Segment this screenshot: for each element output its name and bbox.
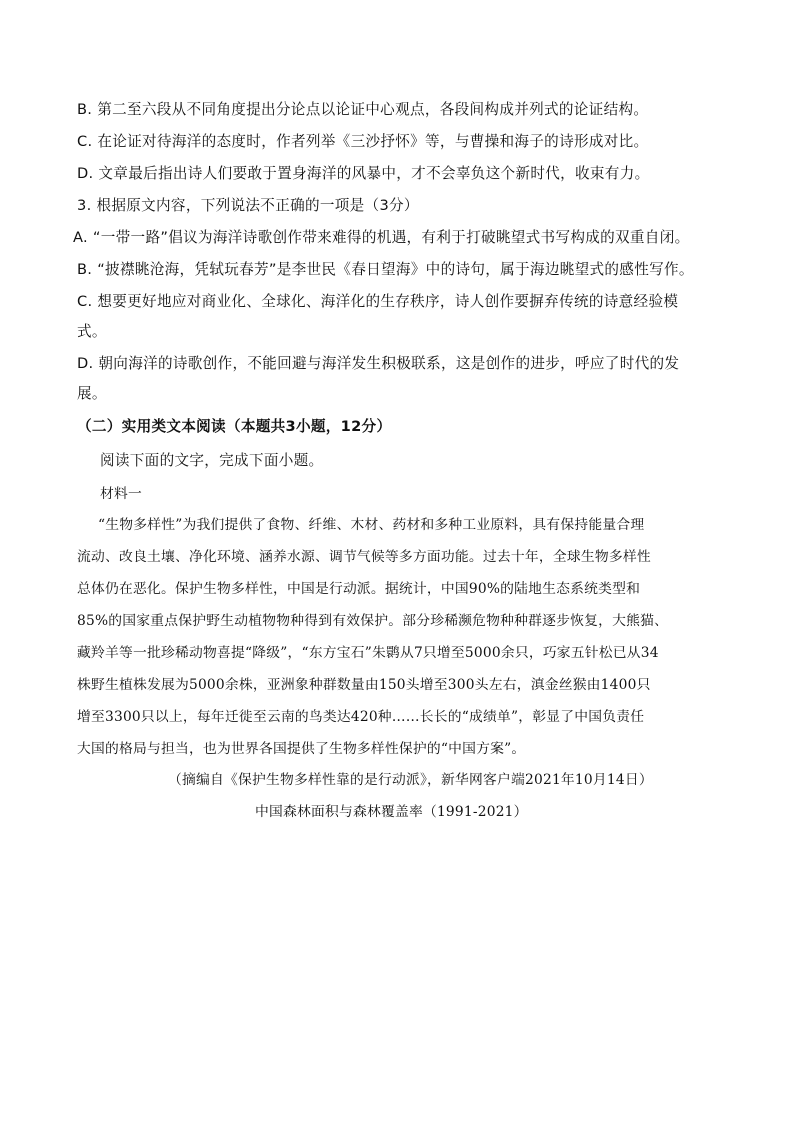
material-paragraph-line: 藏羚羊等一批珍稀动物喜提“降级”，“东方宝石”朱鹮从7只增至5000余只，巧家五针松已从34	[77, 645, 659, 661]
material-paragraph-line: “生物多样性”为我们提供了食物、纤维、木材、药材和多种工业原料，具有保持能量合理	[98, 517, 645, 533]
q3-option-d-line2: 展。	[77, 385, 107, 402]
q3-option-c-line2: 式。	[77, 323, 107, 340]
q2-option-c: C. 在论证对待海洋的态度时，作者列举《三沙抒怀》等，与曹操和海子的诗形成对比。	[77, 133, 649, 150]
section-heading: （二）实用类文本阅读（本题共3小题，12分）	[77, 418, 392, 435]
material-label: 材料一	[100, 486, 142, 502]
material-paragraph-line: 总体仍在恶化。保护生物多样性，中国是行动派。据统计，中国90%的陆地生态系统类型和	[77, 581, 641, 597]
q2-option-d: D. 文章最后指出诗人们要敢于置身海洋的风暴中，才不会辜负这个新时代，收束有力。	[77, 165, 650, 182]
q3-stem: 3. 根据原文内容，下列说法不正确的一项是（3分）	[77, 197, 419, 214]
material-paragraph-line: 株野生植株发展为5000余株，亚洲象种群数量由150头增至300头左右，滇金丝猴由1400只	[77, 677, 651, 693]
material-paragraph-line: 增至3300只以上，每年迁徙至云南的鸟类达420种……长长的“成绩单”，彰显了中国负责任	[77, 709, 645, 725]
material-source: （摘编自《保护生物多样性靠的是行动派》，新华网客户端2021年10月14日）	[168, 772, 653, 788]
material-paragraph-line: 85%的国家重点保护野生动植物物种得到有效保护。部分珍稀濒危物种种群逐步恢复，大熊猫、	[77, 613, 669, 629]
material-paragraph-line: 流动、改良土壤、净化环境、涵养水源、调节气候等多方面功能。过去十年，全球生物多样性	[77, 549, 651, 565]
q3-option-a: A. “一带一路”倡议为海洋诗歌创作带来难得的机遇，有利于打破眺望式书写构成的双重自闭。	[73, 229, 690, 246]
section-instruction: 阅读下面的文字，完成下面小题。	[100, 452, 324, 469]
q3-option-c-line1: C. 想要更好地应对商业化、全球化、海洋化的生存秩序，诗人创作要摒弃传统的诗意经验模	[77, 293, 679, 310]
q2-option-b: B. 第二至六段从不同角度提出分论点以论证中心观点，各段间构成并列式的论证结构。	[77, 101, 649, 118]
q3-option-b: B. “披襟眺沧海，凭轼玩春芳”是李世民《春日望海》中的诗句，属于海边眺望式的感性写作。	[77, 261, 694, 278]
chart-caption: 中国森林面积与森林覆盖率（1991-2021）	[255, 804, 528, 820]
q3-option-d-line1: D. 朝向海洋的诗歌创作，不能回避与海洋发生积极联系，这是创作的进步，呼应了时代的发	[77, 355, 680, 372]
material-paragraph-line: 大国的格局与担当，也为世界各国提供了生物多样性保护的“中国方案”。	[77, 741, 526, 757]
